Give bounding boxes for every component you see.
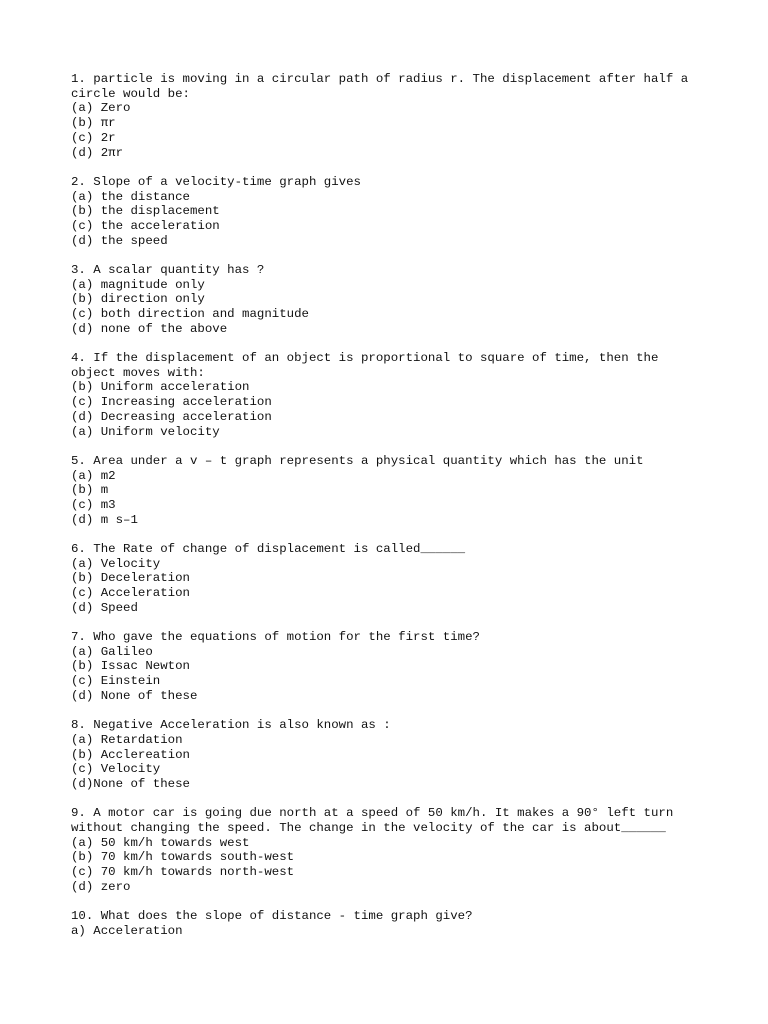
option-d: (d) Decreasing acceleration bbox=[71, 409, 272, 424]
option-d: (d) None of these bbox=[71, 688, 198, 703]
option-c: (c) the acceleration bbox=[71, 218, 220, 233]
option-b: (b) Issac Newton bbox=[71, 659, 190, 674]
option-c: (c) Velocity bbox=[71, 762, 161, 777]
option-c: (c) m3 bbox=[71, 497, 116, 512]
option-d: (d) Speed bbox=[71, 600, 138, 615]
option-b: (b) Acclereation bbox=[71, 747, 190, 762]
option-b: (b) direction only bbox=[71, 292, 205, 307]
option-d: (d) 2πr bbox=[71, 145, 124, 160]
question-6 bbox=[71, 542, 701, 616]
option-c: (c) Increasing acceleration bbox=[71, 395, 272, 410]
question-4 bbox=[71, 351, 701, 439]
question-9 bbox=[71, 806, 701, 894]
question-2 bbox=[71, 175, 701, 249]
option-b: (b) m bbox=[71, 483, 109, 498]
question-5 bbox=[71, 454, 701, 528]
question-text: 10. What does the slope of distance - time graph give? bbox=[71, 909, 473, 924]
option-b: (b) Deceleration bbox=[71, 571, 190, 586]
option-b: (b) Uniform acceleration bbox=[71, 380, 250, 395]
option-d: (d) zero bbox=[71, 879, 131, 894]
option-c: (c) Einstein bbox=[71, 674, 161, 689]
option-a: (a) the distance bbox=[71, 189, 190, 204]
option-c: (c) 70 km/h towards north-west bbox=[71, 865, 295, 880]
option-d: (d) the speed bbox=[71, 233, 168, 248]
question-8 bbox=[71, 718, 701, 792]
option-a: (a) m2 bbox=[71, 468, 116, 483]
option-b: (b) πr bbox=[71, 116, 116, 131]
option-c: (c) Acceleration bbox=[71, 586, 190, 601]
option-d: (d) none of the above bbox=[71, 321, 228, 336]
option-d: (d)None of these bbox=[71, 776, 190, 791]
question-3 bbox=[71, 263, 701, 337]
question-text: 7. Who gave the equations of motion for the first time? bbox=[71, 630, 480, 645]
option-b: (b) 70 km/h towards south-west bbox=[71, 850, 295, 865]
option-a: (a) Galileo bbox=[71, 644, 153, 659]
question-text: 6. The Rate of change of displacement is called______ bbox=[71, 541, 466, 556]
option-a: (a) Zero bbox=[71, 101, 131, 116]
option-d: (d) m s–1 bbox=[71, 512, 138, 527]
option-a: (a) 50 km/h towards west bbox=[71, 835, 250, 850]
option-a: a) Acceleration bbox=[71, 923, 183, 938]
question-text: 2. Slope of a velocity-time graph gives bbox=[71, 174, 361, 189]
option-c: (c) 2r bbox=[71, 130, 116, 145]
question-1 bbox=[71, 72, 701, 160]
question-text: 3. A scalar quantity has ? bbox=[71, 262, 265, 277]
option-a: (a) Uniform velocity bbox=[71, 424, 220, 439]
question-text: 4. If the displacement of an object is proportional to square of time, then the object moves with: bbox=[71, 351, 666, 380]
question-7 bbox=[71, 630, 701, 704]
question-text: 9. A motor car is going due north at a speed of 50 km/h. It makes a 90° left turn without changing the speed. The change in the velocity of the car is about______ bbox=[71, 806, 681, 835]
option-c: (c) both direction and magnitude bbox=[71, 307, 309, 322]
question-text: 8. Negative Acceleration is also known as : bbox=[71, 718, 391, 733]
option-a: (a) Velocity bbox=[71, 556, 161, 571]
question-text: 5. Area under a v – t graph represents a physical quantity which has the unit bbox=[71, 453, 644, 468]
question-text: 1. particle is moving in a circular path of radius r. The displacement after half a circle would be: bbox=[71, 72, 696, 101]
option-a: (a) magnitude only bbox=[71, 277, 205, 292]
option-a: (a) Retardation bbox=[71, 732, 183, 747]
question-10 bbox=[71, 909, 701, 938]
option-b: (b) the displacement bbox=[71, 204, 220, 219]
